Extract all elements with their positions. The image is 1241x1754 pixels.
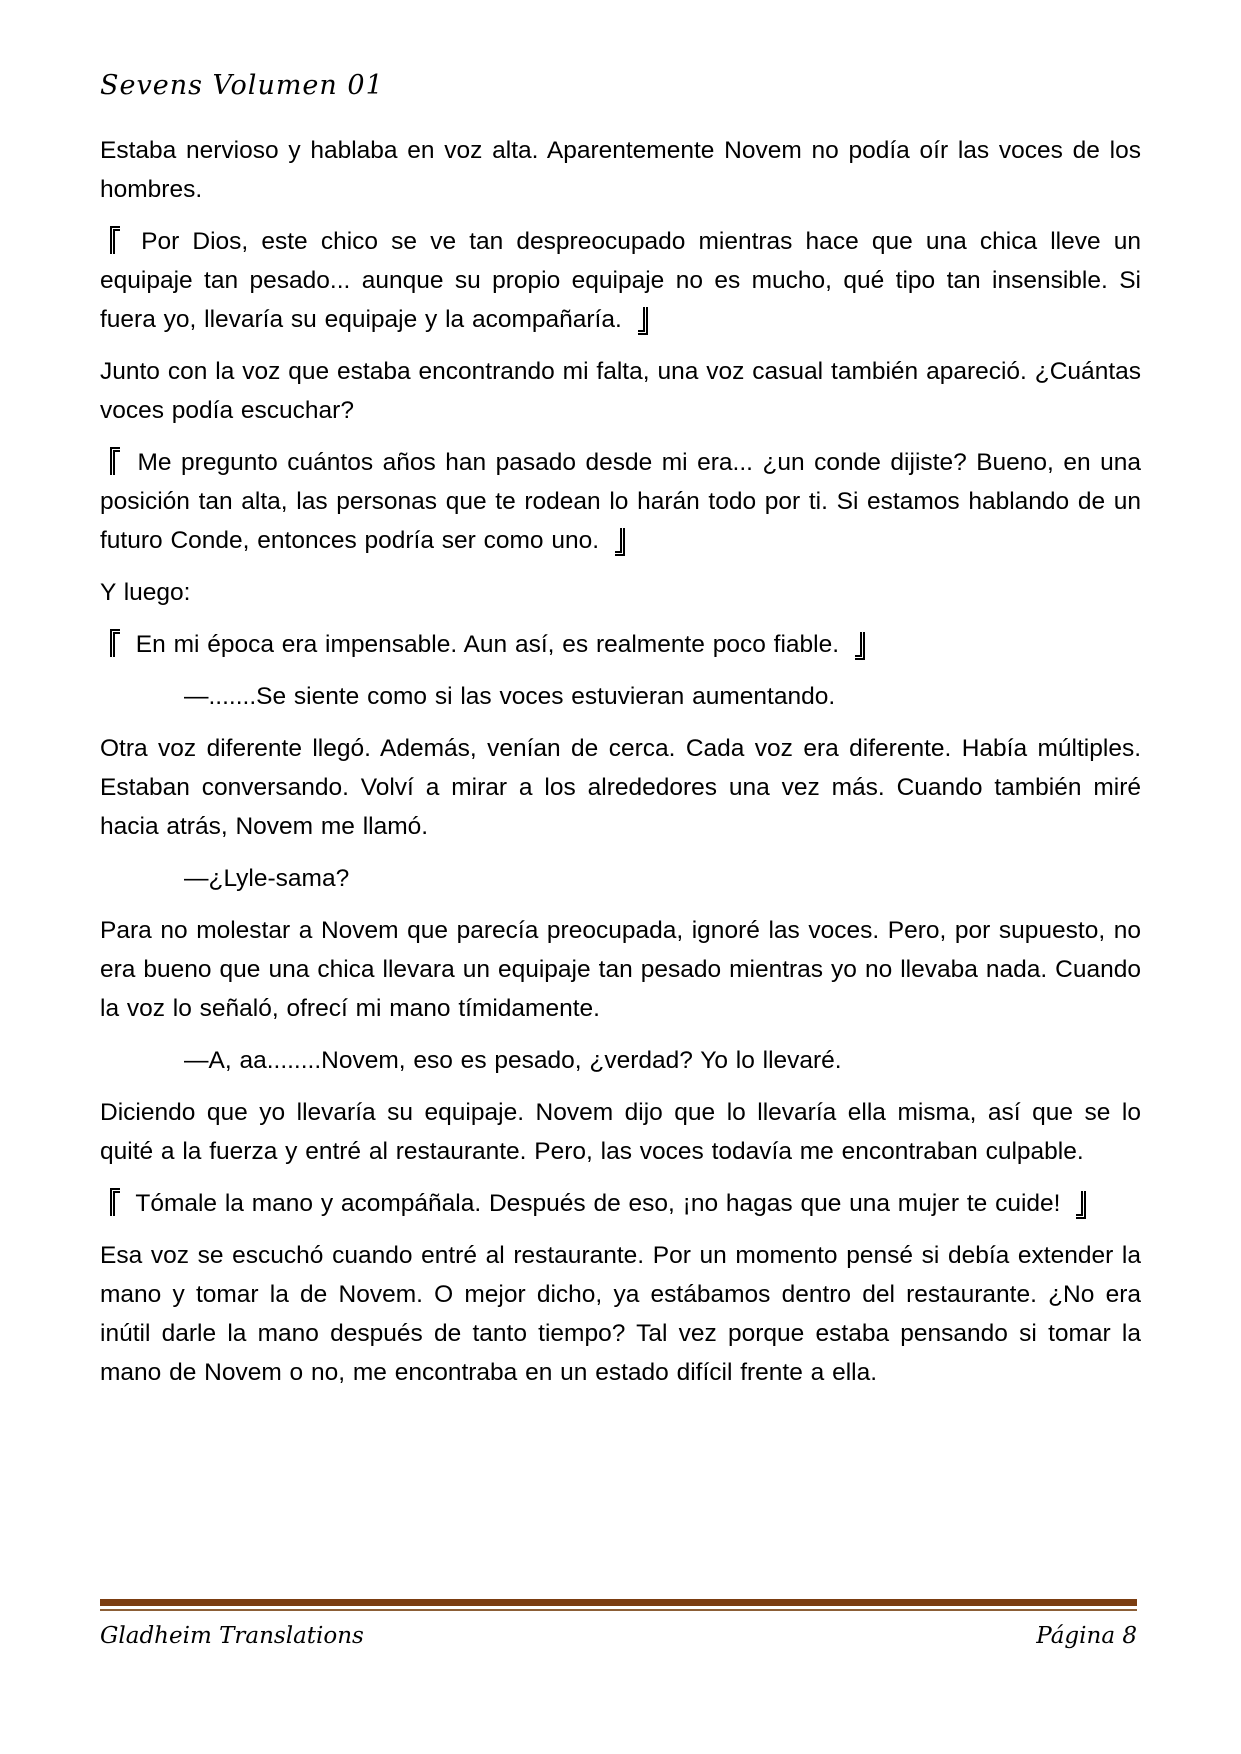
dialogue-quote: Tómale la mano y acompáñala. Después de eso, ¡no hagas que una mujer te cuide! [100, 1184, 1141, 1223]
footer-rule-thin [100, 1609, 1137, 1611]
close-corner-bracket-icon [615, 528, 625, 556]
dialogue-quote: Me pregunto cuántos años han pasado desde mi era... ¿un conde dijiste? Bueno, en una posición tan alta, las personas que te rodean lo harán todo por ti. Si estamos hablando de un futuro Conde, entonces podría ser como uno. [100, 449, 1141, 554]
dialogue-quote: Por Dios, este chico se ve tan despreocupado mientras hace que una chica lleve un equipaje tan pesado... aunque su propio equipaje no es mucho, qué tipo tan insensible. Si fuera yo, llevaría su equipaje y la acompañaría. [100, 228, 1141, 333]
document-body [100, 131, 1141, 1405]
page-header [100, 70, 1140, 101]
speech-line: —¿Lyle-sama? [184, 865, 350, 892]
paragraph: Junto con la voz que estaba encontrando mi falta, una voz casual también apareció. ¿Cuántas voces podía escuchar? [100, 358, 1141, 424]
footer-page-number: Página 8 [1036, 1623, 1137, 1649]
close-corner-bracket-icon [638, 307, 648, 335]
close-corner-bracket-icon [855, 632, 865, 660]
footer-translator: Gladheim Translations [100, 1623, 364, 1649]
paragraph: Esa voz se escuchó cuando entré al restaurante. Por un momento pensé si debía extender la mano y tomar la de Novem. O mejor dicho, ya estábamos dentro del restaurante. ¿No era inútil darle la mano después de tanto tiempo? Tal vez porque estaba pensando si tomar la mano de Novem o no, me encontraba en un estado difícil frente a ella. [100, 1242, 1141, 1386]
paragraph: Estaba nervioso y hablaba en voz alta. Aparentemente Novem no podía oír las voces de los hombres. [100, 137, 1141, 203]
open-corner-bracket-icon [110, 629, 120, 657]
header-title: Sevens Volumen 01 [100, 70, 384, 101]
footer-rule-thick [100, 1599, 1137, 1606]
open-corner-bracket-icon [110, 226, 120, 254]
speech-line: —.......Se siente como si las voces estuvieran aumentando. [184, 683, 836, 710]
close-corner-bracket-icon [1076, 1191, 1086, 1219]
speech-line: —A, aa........Novem, eso es pesado, ¿verdad? Yo lo llevaré. [184, 1047, 842, 1074]
open-corner-bracket-icon [110, 1188, 120, 1216]
paragraph: Diciendo que yo llevaría su equipaje. Novem dijo que lo llevaría ella misma, así que se lo quité a la fuerza y entré al restaurante. Pero, las voces todavía me encontraban culpable. [100, 1099, 1141, 1165]
open-corner-bracket-icon [110, 447, 120, 475]
paragraph: Otra voz diferente llegó. Además, venían de cerca. Cada voz era diferente. Había múltiples. Estaban conversando. Volví a mirar a los alrededores una vez más. Cuando también miré hacia atrás, Novem me llamó. [100, 735, 1141, 840]
paragraph: Para no molestar a Novem que parecía preocupada, ignoré las voces. Pero, por supuesto, no era bueno que una chica llevara un equipaje tan pesado mientras yo no llevaba nada. Cuando la voz lo señaló, ofrecí mi mano tímidamente. [100, 917, 1141, 1022]
page-footer [100, 1599, 1137, 1649]
dialogue-quote: En mi época era impensable. Aun así, es realmente poco fiable. [100, 625, 1141, 664]
paragraph: Y luego: [100, 579, 191, 606]
